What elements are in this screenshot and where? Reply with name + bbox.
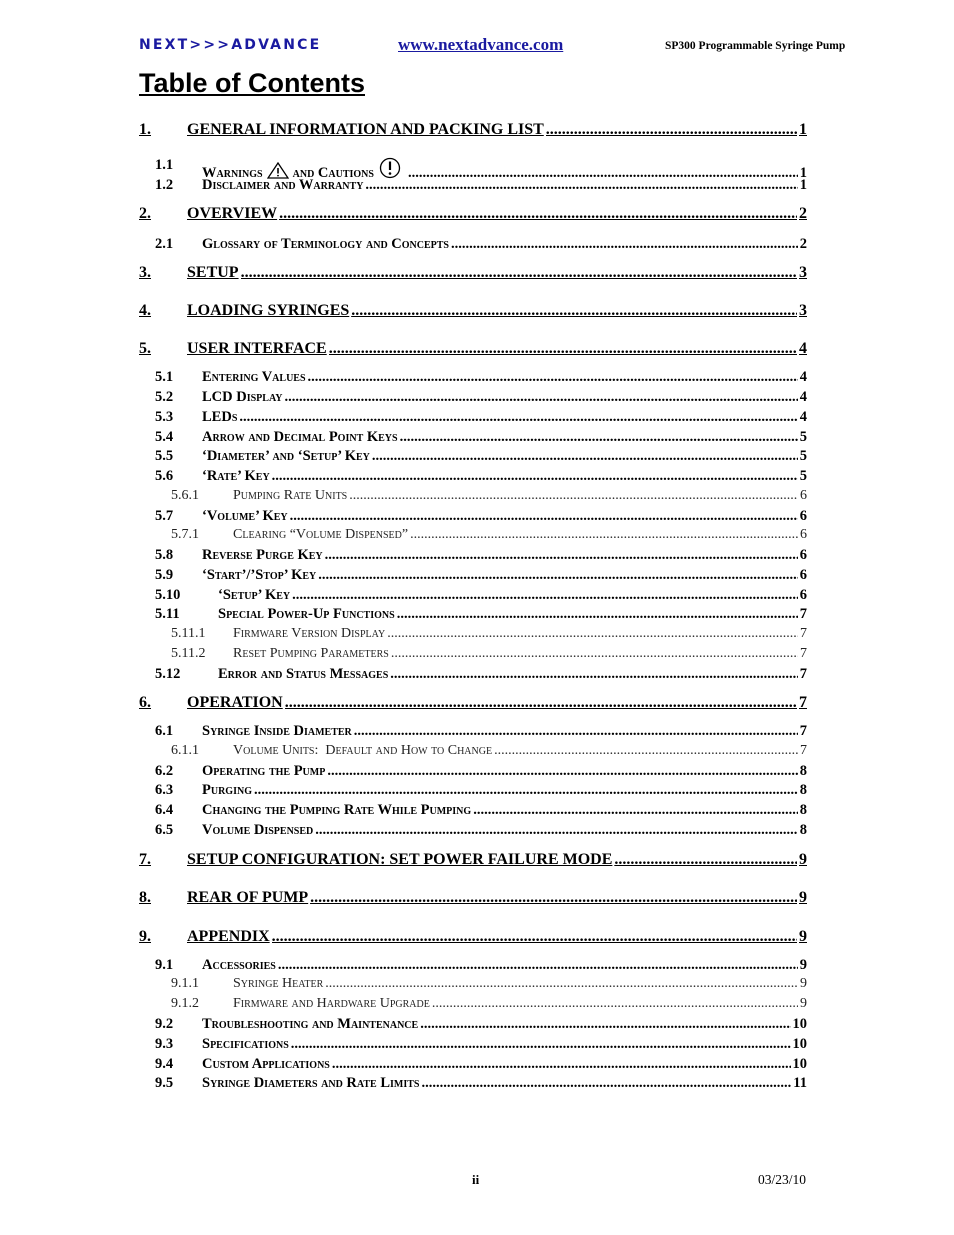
toc-text: SETUP CONFIGURATION: SET POWER FAILURE MODE — [187, 851, 613, 868]
toc-number: 5. — [139, 340, 151, 357]
toc-text: Syringe Diameters and Rate Limits — [202, 1075, 420, 1091]
toc-number: 5.11 — [155, 606, 180, 622]
toc-entry-5-7[interactable] — [139, 508, 807, 526]
toc-number: 5.6 — [155, 468, 174, 484]
toc-entry-5-7-1[interactable] — [139, 527, 807, 545]
toc-number: 5.5 — [155, 448, 174, 464]
toc-text: OVERVIEW — [187, 205, 278, 222]
toc-page: 7 — [799, 694, 807, 711]
toc-page: 6 — [799, 547, 807, 563]
toc-text: Reset Pumping Parameters — [233, 646, 389, 661]
toc-page: 4 — [799, 409, 807, 425]
toc-entry-8[interactable] — [139, 889, 807, 907]
toc-page: 6 — [800, 527, 807, 542]
toc-text: LEDs — [202, 409, 238, 425]
toc-page: 9 — [799, 957, 807, 973]
toc-page: 1 — [799, 177, 807, 193]
toc-text: Purging — [202, 782, 252, 798]
toc-entry-5[interactable] — [139, 340, 807, 358]
toc-page: 8 — [799, 802, 807, 818]
toc-text: Firmware Version Display — [233, 626, 386, 641]
toc-entry-6-3[interactable] — [139, 782, 807, 800]
toc-page: 2 — [799, 205, 807, 222]
toc-page: 6 — [799, 508, 807, 524]
toc-number: 6. — [139, 694, 151, 711]
toc-entry-5-10[interactable] — [139, 587, 807, 605]
toc-entry-5-2[interactable] — [139, 389, 807, 407]
toc-text: LOADING SYRINGES — [187, 302, 350, 319]
toc-text: GENERAL INFORMATION AND PACKING LIST — [187, 121, 544, 138]
toc-page: 5 — [799, 448, 807, 464]
toc-entry-9-5[interactable] — [139, 1075, 807, 1093]
toc-text: Warnings — [202, 165, 263, 181]
toc-number: 6.1 — [155, 723, 174, 739]
toc-page: 7 — [800, 646, 807, 661]
toc-entry-9-3[interactable] — [139, 1036, 807, 1054]
toc-page: 7 — [799, 666, 807, 682]
toc-page: 11 — [793, 1075, 807, 1091]
toc-page: 4 — [799, 340, 807, 357]
toc-number: 5.10 — [155, 587, 181, 603]
toc-page: 3 — [799, 302, 807, 319]
toc-entry-9[interactable] — [139, 928, 807, 946]
toc-page: 9 — [800, 976, 807, 991]
toc-number: 9.4 — [155, 1056, 174, 1072]
toc-page: 3 — [799, 264, 807, 281]
toc-page: 5 — [799, 468, 807, 484]
toc-number: 9.3 — [155, 1036, 174, 1052]
toc-page: 9 — [799, 889, 807, 906]
toc-number: 5.9 — [155, 567, 174, 583]
toc-text: Special Power-Up Functions — [218, 606, 395, 622]
footer-page-number: ii — [472, 1172, 480, 1187]
toc-text: and Cautions — [292, 165, 374, 181]
toc-entry-3[interactable] — [139, 264, 807, 282]
toc-page: 2 — [799, 236, 807, 252]
document-title: SP300 Programmable Syringe Pump — [665, 40, 846, 52]
toc-text: Error and Status Messages — [218, 666, 389, 682]
toc-number: 1.1 — [155, 157, 174, 173]
toc-text: Operating the Pump — [202, 763, 326, 779]
toc-number: 6.2 — [155, 763, 174, 779]
toc-number: 5.12 — [155, 666, 181, 682]
toc-entry-6-2[interactable] — [139, 763, 807, 781]
toc-entry-5-3[interactable] — [139, 409, 807, 427]
toc-number: 6.5 — [155, 822, 174, 838]
toc-page: 10 — [792, 1036, 807, 1052]
toc-entry-5-8[interactable] — [139, 547, 807, 565]
toc-text: Troubleshooting and Maintenance — [202, 1016, 419, 1032]
toc-text: Syringe Inside Diameter — [202, 723, 352, 739]
toc-number: 9.5 — [155, 1075, 174, 1091]
toc-page: 9 — [800, 996, 807, 1011]
toc-number: 5.8 — [155, 547, 174, 563]
toc-entry-5-11-1[interactable] — [139, 626, 807, 644]
toc-text: Firmware and Hardware Upgrade — [233, 996, 430, 1011]
toc-text: Custom Applications — [202, 1056, 330, 1072]
toc-text: Pumping Rate Units — [233, 488, 348, 503]
toc-entry-9-1[interactable] — [139, 957, 807, 975]
toc-entry-5-6[interactable] — [139, 468, 807, 486]
toc-number: 7. — [139, 851, 151, 868]
footer-date: 03/23/10 — [758, 1172, 807, 1187]
toc-number: 5.11.2 — [171, 646, 206, 661]
toc-text: Reverse Purge Key — [202, 547, 323, 563]
toc-text: APPENDIX — [187, 928, 270, 945]
toc-entry-5-12[interactable] — [139, 666, 807, 684]
toc-page: 10 — [792, 1016, 807, 1032]
toc-number: 3. — [139, 264, 151, 281]
toc-page: 8 — [799, 782, 807, 798]
toc-text: ‘Diameter’ and ‘Setup’ Key — [202, 448, 370, 464]
toc-page: 8 — [799, 822, 807, 838]
toc-number: 9.1.1 — [171, 976, 199, 991]
toc-number: 5.4 — [155, 429, 174, 445]
toc-page: 7 — [800, 743, 807, 758]
toc-entry-5-11-2[interactable] — [139, 646, 807, 664]
toc-page: 7 — [800, 626, 807, 641]
toc-entry-1-2[interactable] — [139, 177, 807, 195]
toc-page: 1 — [799, 165, 807, 181]
toc-entry-6-1[interactable] — [139, 723, 807, 741]
toc-heading: Table of Contents — [139, 68, 365, 98]
toc-text: SETUP — [187, 264, 239, 281]
toc-number: 6.4 — [155, 802, 174, 818]
toc-page: 9 — [799, 851, 807, 868]
toc-text: USER INTERFACE — [187, 340, 327, 357]
toc-entry-5-1[interactable] — [139, 369, 807, 387]
toc-entry-9-1-2[interactable] — [139, 996, 807, 1014]
toc-entry-5-5[interactable] — [139, 448, 807, 466]
toc-number: 5.7.1 — [171, 527, 199, 542]
toc-number: 2. — [139, 205, 151, 222]
toc-entry-9-2[interactable] — [139, 1016, 807, 1034]
toc-page: 6 — [799, 587, 807, 603]
toc-number: 2.1 — [155, 236, 174, 252]
toc-number: 4. — [139, 302, 151, 319]
toc-text: ‘Start’/’Stop’ Key — [202, 567, 317, 583]
toc-page: 4 — [799, 389, 807, 405]
toc-page: 9 — [799, 928, 807, 945]
toc-page: 5 — [799, 429, 807, 445]
toc-text: Changing the Pumping Rate While Pumping — [202, 802, 472, 818]
toc-number: 5.3 — [155, 409, 174, 425]
toc-entry-6-5[interactable] — [139, 822, 807, 840]
toc-entry-2[interactable] — [139, 205, 807, 223]
toc-entry-5-4[interactable] — [139, 429, 807, 447]
toc-text: ‘Rate’ Key — [202, 468, 270, 484]
toc-text: Specifications — [202, 1036, 289, 1052]
toc-number: 9.2 — [155, 1016, 174, 1032]
toc-page: 6 — [799, 567, 807, 583]
toc-page: 1 — [799, 121, 807, 138]
toc-page: 7 — [799, 723, 807, 739]
toc-page: 6 — [800, 488, 807, 503]
toc-text: Glossary of Terminology and Concepts — [202, 236, 449, 252]
toc-text: Disclaimer and Warranty — [202, 177, 364, 193]
toc-entry-2-1[interactable] — [139, 236, 807, 254]
toc-number: 9. — [139, 928, 151, 945]
toc-text: ‘Volume’ Key — [202, 508, 288, 524]
toc-entry-9-1-1[interactable] — [139, 976, 807, 994]
toc-text: LCD Display — [202, 389, 283, 405]
toc-entry-4[interactable] — [139, 302, 807, 320]
toc-number: 1. — [139, 121, 151, 138]
toc-number: 5.11.1 — [171, 626, 206, 641]
toc-page: 7 — [799, 606, 807, 622]
toc-text: REAR OF PUMP — [187, 889, 309, 906]
toc-text: Volume Dispensed — [202, 822, 314, 838]
toc-number: 5.2 — [155, 389, 174, 405]
toc-text: Accessories — [202, 957, 276, 973]
toc-text: OPERATION — [187, 694, 283, 711]
toc-number: 9.1.2 — [171, 996, 199, 1011]
toc-number: 5.1 — [155, 369, 174, 385]
toc-entry-1[interactable] — [139, 121, 807, 139]
toc-entry-5-6-1[interactable] — [139, 488, 807, 506]
toc-number: 5.6.1 — [171, 488, 199, 503]
toc-text: Volume Units: Default and How to Change — [233, 743, 493, 758]
company-logo: NEXT>>>ADVANCE — [139, 37, 322, 53]
toc-number: 1.2 — [155, 177, 174, 193]
toc-entry-9-4[interactable] — [139, 1056, 807, 1074]
toc-text: ‘Setup’ Key — [218, 587, 291, 603]
toc-number: 6.1.1 — [171, 743, 199, 758]
toc-entry-6-1-1[interactable] — [139, 743, 807, 761]
toc-number: 6.3 — [155, 782, 174, 798]
toc-page: 8 — [799, 763, 807, 779]
toc-entry-1-1[interactable] — [139, 157, 807, 181]
toc-text: Arrow and Decimal Point Keys — [202, 429, 398, 445]
toc-text: Entering Values — [202, 369, 306, 385]
toc-number: 9.1 — [155, 957, 174, 973]
toc-page: 10 — [792, 1056, 807, 1072]
toc-entry-5-9[interactable] — [139, 567, 807, 585]
website-link[interactable]: www.nextadvance.com — [398, 35, 564, 54]
toc-text: Clearing “Volume Dispensed” — [233, 527, 409, 542]
toc-entry-6-4[interactable] — [139, 802, 807, 820]
toc-text: Syringe Heater — [233, 976, 324, 991]
toc-page: 4 — [799, 369, 807, 385]
toc-number: 8. — [139, 889, 151, 906]
toc-entry-7[interactable] — [139, 851, 807, 869]
toc-entry-6[interactable] — [139, 694, 807, 712]
toc-number: 5.7 — [155, 508, 174, 524]
toc-entry-5-11[interactable] — [139, 606, 807, 624]
